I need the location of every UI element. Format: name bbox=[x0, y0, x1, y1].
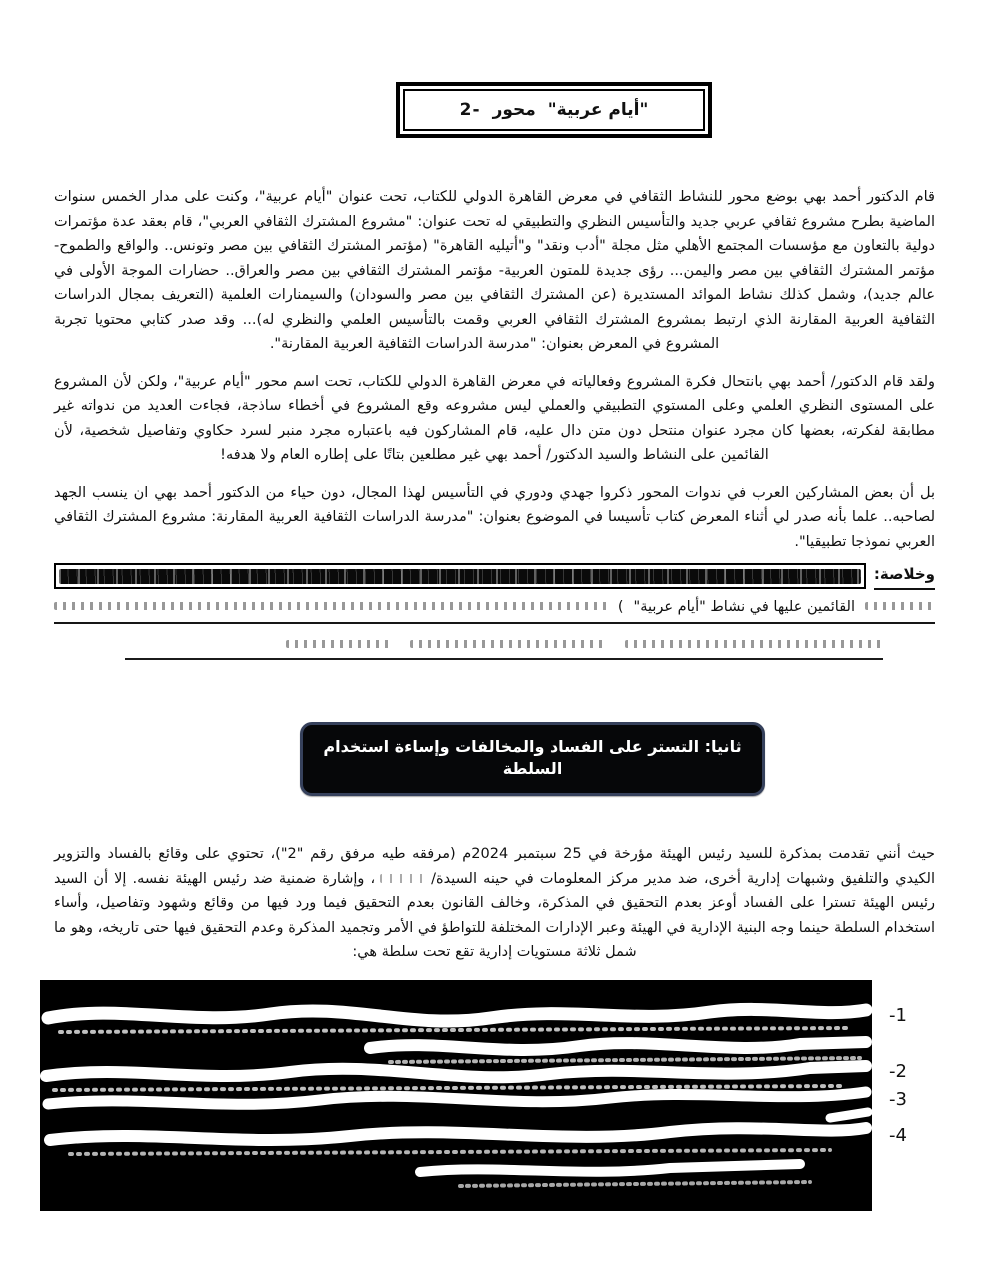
redacted-list-section bbox=[54, 980, 935, 1211]
redaction-smudge bbox=[286, 640, 392, 648]
redaction-smudge bbox=[625, 640, 883, 648]
redaction-smudge bbox=[865, 602, 935, 610]
title-word: محور bbox=[492, 100, 536, 120]
black-redaction-box bbox=[40, 980, 872, 1211]
redaction-smudge bbox=[410, 640, 607, 648]
title-number: 2- bbox=[459, 100, 481, 120]
document-body bbox=[54, 185, 935, 1211]
scribble-redaction-art bbox=[40, 980, 872, 1211]
summary-label: وخلاصة: bbox=[874, 562, 935, 590]
paragraph-1: قام الدكتور أحمد بهي بوضع محور للنشاط الثقافي في معرض القاهرة الدولي للكتاب، تحت عنوان "أيام عربية"، وكنت على مدار الخمس سنوات الماضية بطرح مشروع ثقافي عربي جديد والتأسيس النظري والتطبيقي له تحت عنوان: "مشروع المشترك الثقافي العربي"، قام بعقد عدة مؤتمرات دولية بالتعاون مع مؤسسات المجتمع الأهلي مثل مجلة "أدب ونقد" و"أتيليه القاهرة" (مؤتمر المشترك الثقافي بين مصر وتونس.. والواقع والطموح- مؤتمر المشترك الثقافي بين مصر واليمن... رؤى جديدة للمتون العربية- مؤتمر المشترك الثقافي بين مصر والعراق.. حضارات الموجة الأولى في عالم جديد)، وشمل كذلك نشاط الموائد المستديرة (عن المشترك الثقافي بين مصر والسودان) والسيمنارات العلمية (التعريف بمجال الدراسات الثقافية العربية المقارنة الذي ارتبط بمشروع المشترك الثقافي العربي وقمت بالتأسيس العلمي والنظري له)... وقد صدر كتابي محتويا تجربة المشروع في المعرض بعنوان: "مدرسة الدراسات الثقافية العربية المقارنة". bbox=[54, 189, 935, 352]
redaction-marker-1: -1 bbox=[889, 1004, 907, 1026]
redaction-smudge bbox=[54, 602, 608, 610]
paragraph-3: بل أن بعض المشاركين العرب في ندوات المحور ذكروا جهدي ودوري في التأسيس لهذا المجال، دون حياء من الدكتور أحمد بهي ان ينسب الجهد لصاحبه.. علما بأنه صدر لي أثناء المعرض كتاب تأسيسا في الموضوع بعنوان: "مدرسة الدراسات الثقافية العربية المقارنة: مشروع المشترك الثقافي العربي نموذجا تطبيقيا". bbox=[54, 484, 935, 550]
redaction-bar bbox=[59, 569, 861, 584]
paragraph-4 bbox=[54, 842, 935, 965]
summary-redacted-block bbox=[54, 560, 935, 660]
redaction-marker-2: -2 bbox=[889, 1060, 907, 1082]
summary-row-2 bbox=[54, 592, 935, 624]
summary-row-1 bbox=[54, 560, 935, 592]
summary-paren: ) bbox=[617, 598, 624, 615]
paragraph-4-part1: حيث أنني تقدمت بمذكرة للسيد رئيس الهيئة مؤرخة في 25 سبتمبر 2024م (مرفقه طيه مرفق رقم "2")، تحتوي على وقائع بالفساد والتزوير الكيدي والتلفيق وشبهات إدارية أخرى، ضد مدير مركز المعلومات في حينه السيدة/ bbox=[54, 846, 935, 887]
redacted-name-gap bbox=[380, 874, 426, 883]
summary-visible-text: القائمين عليها في نشاط "أيام عربية" bbox=[633, 598, 855, 615]
redaction-marker-4: -4 bbox=[889, 1124, 907, 1146]
summary-row-3 bbox=[125, 630, 883, 660]
section2-title: ثانيا: التستر على الفساد والمخالفات وإساءة استخدام السلطة bbox=[323, 737, 742, 778]
page-title-box bbox=[396, 82, 712, 138]
title-quoted-phrase: "أيام عربية" bbox=[547, 100, 649, 120]
redaction-bar-boxed bbox=[54, 563, 866, 589]
paragraph-4-part2: ، وإشارة ضمنية ضد رئيس الهيئة نفسه. إلا أن السيد رئيس الهيئة تسترا على الفساد أوعز بعدم التحقيق في المذكرة، وخالف القانون بعدم التحقيق فيما ورد فيها من وقائع وشهود وتفاصيل، وأساء استخدام السلطة حينما وجه البنية الإدارية في الهيئة وعبر الإدارات المختلفة للتواطؤ في الأمر وتجميد المذكرة وعدم التحقيق فيها حتى تاريخه، وهو ما شمل ثلاثة مستويات إدارية تقع تحت سلطة هي: bbox=[54, 870, 935, 960]
paragraph-2: ولقد قام الدكتور/ أحمد بهي بانتحال فكرة المشروع وفعالياته في معرض القاهرة الدولي للكتاب، تحت اسم محور "أيام عربية"، ولكن لأن المشروع على المستوى النظري العلمي وعلى المستوي التطبيقي والعملي ليس مشروعه وقع المشروع في أخطاء ساذجة، فجاءت العديد من ندواته غير مطابقة لفكرته، بعضها كان مجرد عنوان منتحل دون متن دال عليه، قام المشاركون فيه باعتباره مجرد منبر لسرد حكاوي وتفاصيل شخصية، لأن القائمين على النشاط والسيد الدكتور/ أحمد بهي غير مطلعين بتاتًا على إطاره العام ولا هدفه! bbox=[54, 373, 935, 463]
section2-heading-box bbox=[300, 722, 765, 796]
page-title bbox=[403, 89, 705, 131]
redaction-marker-3: -3 bbox=[889, 1088, 907, 1110]
